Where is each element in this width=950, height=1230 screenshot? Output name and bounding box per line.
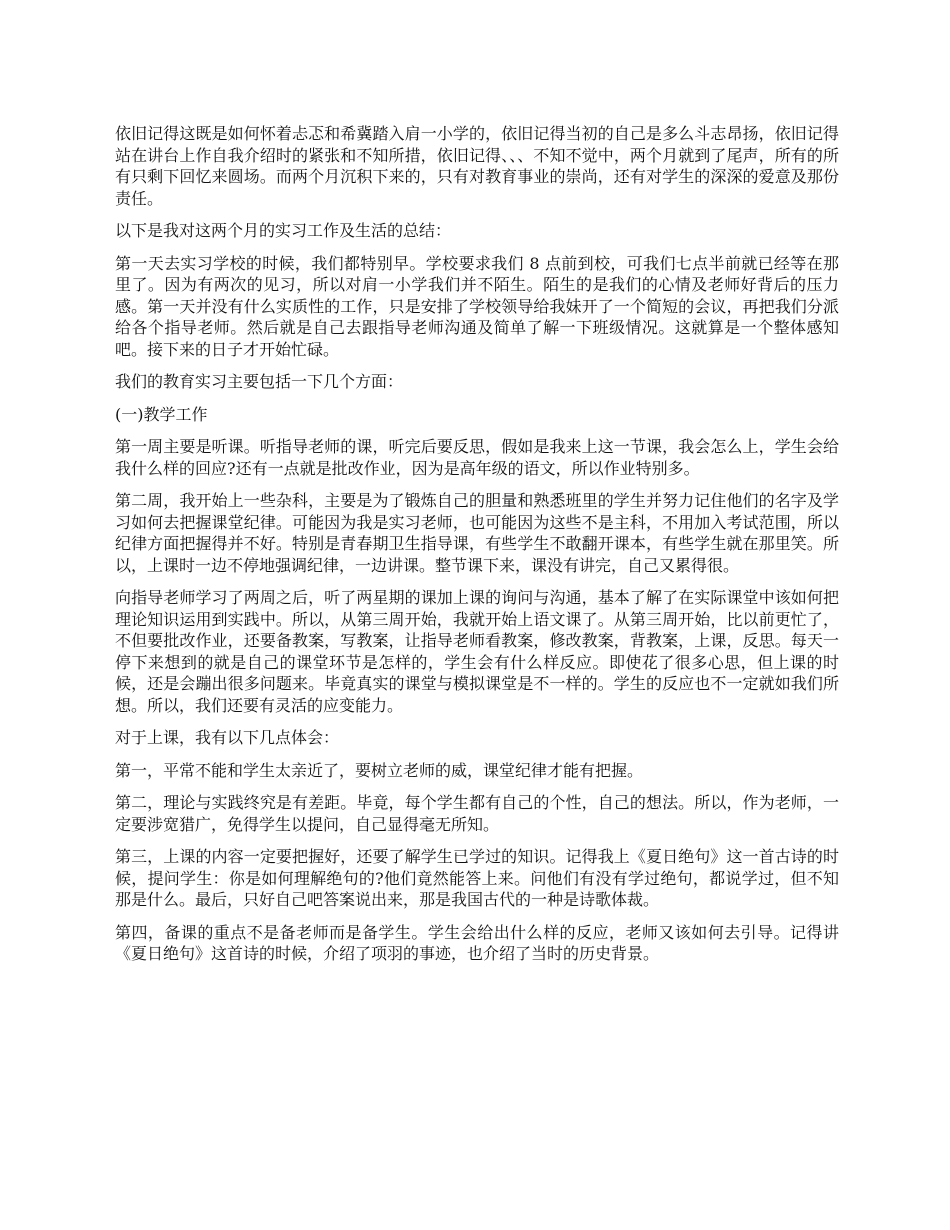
document-body <box>115 123 839 976</box>
paragraph-point-two: 第二，理论与实践终究是有差距。毕竟，每个学生都有自己的个性，自己的想法。所以，作为老师，一定要涉宽猎广，免得学生以提问，自己显得毫无所知。 <box>115 793 839 834</box>
section-heading-teaching: (一)教学工作 <box>115 404 208 424</box>
paragraph-week-three: 向指导老师学习了两周之后，听了两星期的课加上课的询问与沟通，基本了解了在实际课堂中该如何把理论知识运用到实践中。所以，从第三周开始，我就开始上语文课了。从第三周开始，比以前更忙了，不但要批改作业，还要备教案，写教案，让指导老师看教案，修改教案，背教案，上课，反思。每天一停下来想到的就是自己的课堂环节是怎样的，学生会有什么样反应。即使花了很多心思，但上课的时候，还是会蹦出很多问题来。毕竟真实的课堂与模拟课堂是不一样的。学生的反应也不一定就如我们所想。所以，我们还要有灵活的应变能力。 <box>115 588 839 715</box>
paragraph-first-day: 第一天去实习学校的时候，我们都特别早。学校要求我们 8 点前到校，可我们七点半前就已经等在那里了。因为有两次的见习，所以对肩一小学我们并不陌生。陌生的是我们的心情及老师好背后的压力感。第一天并没有什么实质性的工作，只是安排了学校领导给我妹开了一个简短的会议，再把我们分派给各个指导老师。然后就是自己去跟指导老师沟通及简单了解一下班级情况。这就算是一个整体感知吧。接下来的日子才开始忙碌。 <box>115 253 839 359</box>
paragraph-reflections-lead: 对于上课，我有以下几点体会： <box>115 728 340 747</box>
paragraph-point-one: 第一，平常不能和学生太亲近了，要树立老师的威，课堂纪律才能有把握。 <box>115 760 644 780</box>
paragraph-aspects-lead: 我们的教育实习主要包括一下几个方面： <box>115 372 404 391</box>
paragraph-week-one: 第一周主要是听课。听指导老师的课，听完后要反思，假如是我来上这一节课，我会怎么上，学生会给我什么样的回应?还有一点就是批改作业，因为是高年级的语文，所以作业特别多。 <box>115 437 839 478</box>
paragraph-point-four: 第四，备课的重点不是备老师而是备学生。学生会给出什么样的反应，老师又该如何去引导。记得讲《夏日绝句》这首诗的时候，介绍了项羽的事迹，也介绍了当时的历史背景。 <box>115 922 839 963</box>
paragraph-summary-lead: 以下是我对这两个月的实习工作及生活的总结： <box>115 221 452 240</box>
paragraph-week-two: 第二周，我开始上一些杂科，主要是为了锻炼自己的胆量和熟悉班里的学生并努力记住他们的名字及学习如何去把握课堂纪律。可能因为我是实习老师，也可能因为这些不是主科，不用加入考试范围，所以纪律方面把握得并不好。特别是青春期卫生指导课，有些学生不敢翻开课本，有些学生就在那里笑。所以，上课时一边不停地强调纪律，一边讲课。整节课下来，课没有讲完，自己又累得很。 <box>115 491 839 575</box>
paragraph-intro: 依旧记得这既是如何怀着忐忑和希冀踏入肩一小学的，依旧记得当初的自己是多么斗志昂扬，依旧记得站在讲台上作自我介绍时的紧张和不知所措，依旧记得、、、不知不觉中，两个月就到了尾声，所有的所有只剩下回忆来圆场。而两个月沉积下来的，只有对教育事业的崇尚，还有对学生的深深的爱意及那份责任。 <box>115 124 839 208</box>
paragraph-point-three: 第三，上课的内容一定要把握好，还要了解学生已学过的知识。记得我上《夏日绝句》这一首古诗的时候，提问学生：你是如何理解绝句的?他们竟然能答上来。问他们有没有学过绝句，都说学过，但不知那是什么。最后，只好自己吧答案说出来，那是我国古代的一种是诗歌体裁。 <box>115 847 839 909</box>
